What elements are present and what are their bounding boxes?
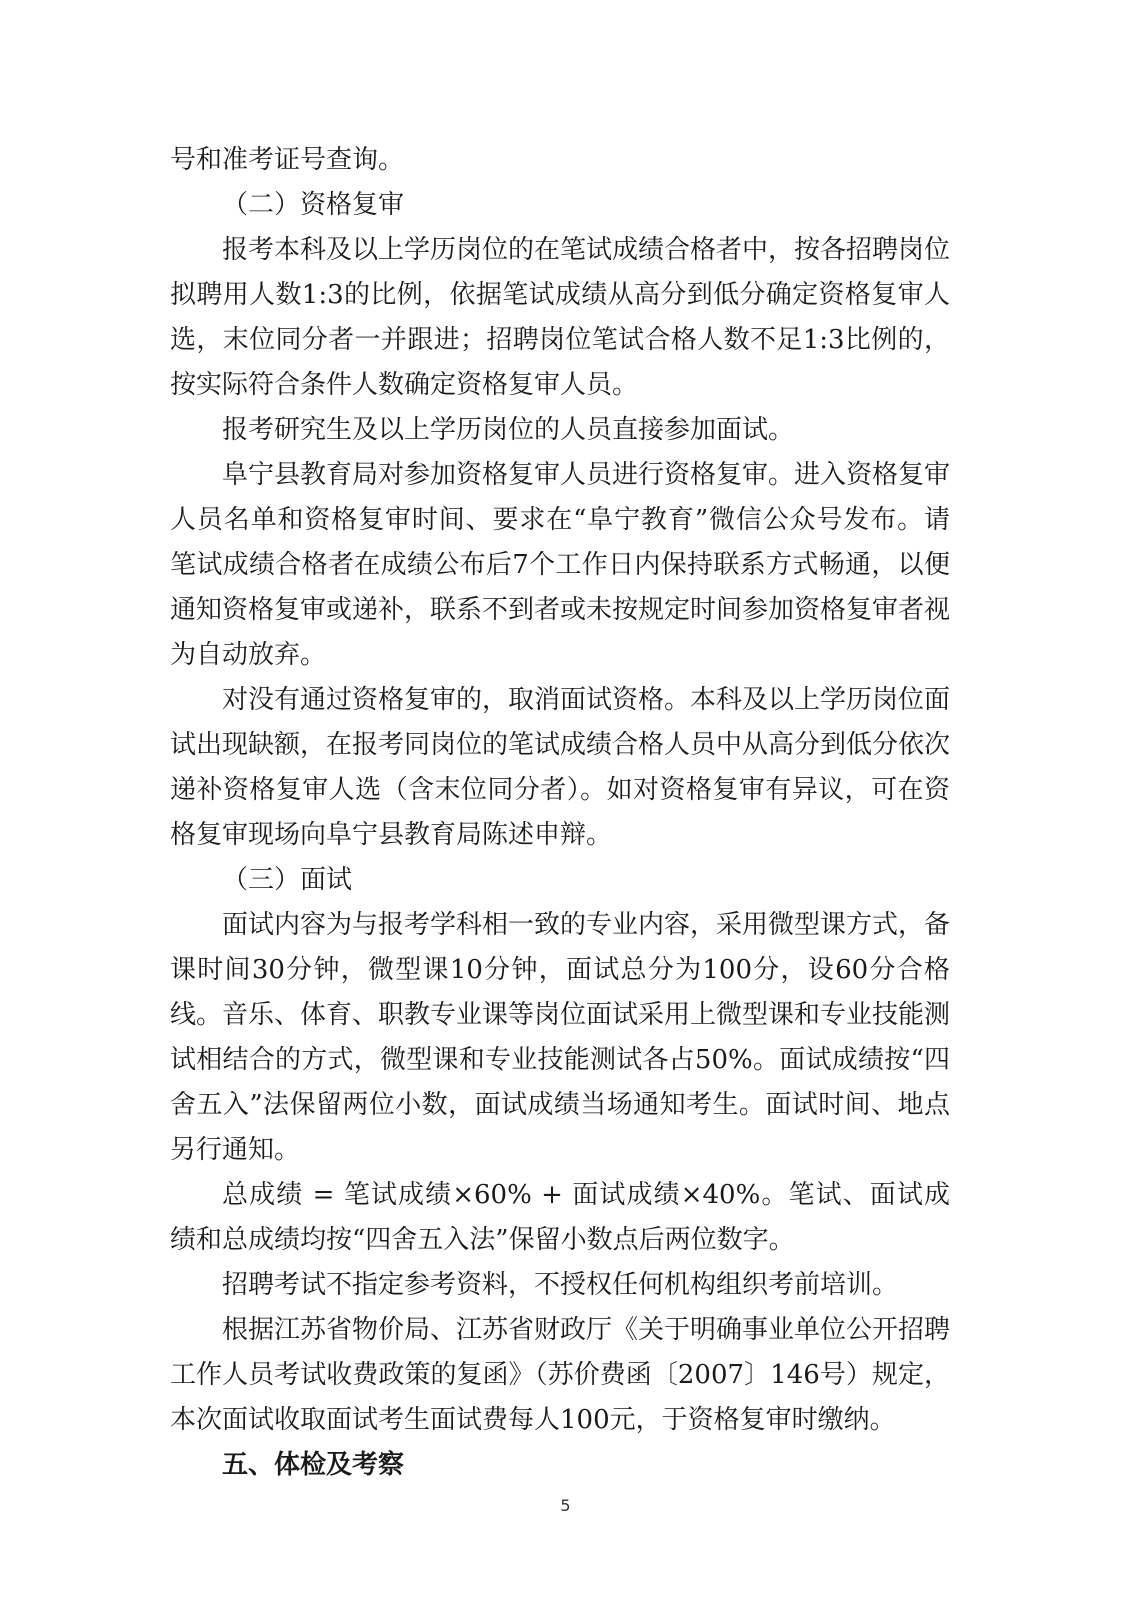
paragraph-review-process: 阜宁县教育局对参加资格复审人员进行资格复审。进入资格复审人员名单和资格复审时间、要求在“阜宁教育”微信公众号发布。请笔试成绩合格者在成绩公布后7个工作日内保持联系方式畅通，以便通知资格复审或递补，联系不到者或未按规定时间参加资格复审者视为自动放弃。 <box>170 460 951 670</box>
subheading-interview: （三）面试 <box>222 865 353 895</box>
subheading-qualification-review: （二）资格复审 <box>222 190 405 220</box>
section-heading-medical-exam: 五、体检及考察 <box>222 1450 405 1480</box>
document-body <box>170 138 950 1488</box>
paragraph-review-ratio: 报考本科及以上学历岗位的在笔试成绩合格者中，按各招聘岗位拟聘用人数1:3的比例，依据笔试成绩从高分到低分确定资格复审人选，末位同分者一并跟进；招聘岗位笔试合格人数不足1:3比例的，按实际符合条件人数确定资格复审人员。 <box>170 235 951 400</box>
paragraph-graduate-direct: 报考研究生及以上学历岗位的人员直接参加面试。 <box>222 415 795 445</box>
paragraph-total-score: 总成绩 = 笔试成绩×60% + 面试成绩×40%。笔试、面试成绩和总成绩均按“四舍五入法”保留小数点后两位数字。 <box>170 1180 950 1255</box>
paragraph-no-reference: 招聘考试不指定参考资料，不授权任何机构组织考前培训。 <box>222 1270 899 1300</box>
paragraph-review-failure: 对没有通过资格复审的，取消面试资格。本科及以上学历岗位面试出现缺额，在报考同岗位的笔试成绩合格人员中从高分到低分依次递补资格复审人选（含末位同分者）。如对资格复审有异议，可在资格复审现场向阜宁县教育局陈述申辩。 <box>170 685 951 850</box>
paragraph-interview-fee: 根据江苏省物价局、江苏省财政厅《关于明确事业单位公开招聘工作人员考试收费政策的复函》（苏价费函〔2007〕146号）规定，本次面试收取面试考生面试费每人100元，于资格复审时缴纳。 <box>170 1315 951 1435</box>
page-number: 5 <box>560 1496 571 1515</box>
paragraph-continuation: 号和准考证号查询。 <box>170 145 405 175</box>
paragraph-interview-content: 面试内容为与报考学科相一致的专业内容，采用微型课方式，备课时间30分钟，微型课10分钟，面试总分为100分，设60分合格线。音乐、体育、职教专业课等岗位面试采用上微型课和专业技能测试相结合的方式，微型课和专业技能测试各占50%。面试成绩按“四舍五入”法保留两位小数，面试成绩当场通知考生。面试时间、地点另行通知。 <box>170 910 951 1165</box>
